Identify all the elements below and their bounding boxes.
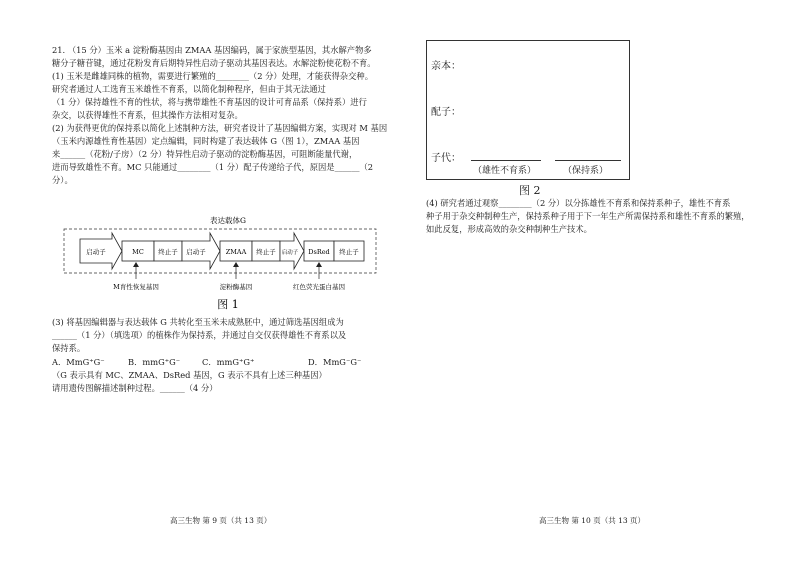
text-line: 进而导致雄性不育。MC 只能通过________（1 分）配子传递给子代，原因是______（2 xyxy=(52,162,374,172)
male-sterile-label: （雄性不育系） xyxy=(473,166,537,176)
text-line: 如此反复，形成高效的杂交种制种生产技术。 xyxy=(426,224,592,234)
option-a: A．MmG⁺G⁻ xyxy=(52,357,105,367)
offspring-label: 子代： xyxy=(431,153,461,164)
text-line: （1 分）保持雄性不育的性状，将与携带雄性不育基因的设计可育品系（保持系）进行 xyxy=(52,97,367,107)
genetic-diagram-box xyxy=(426,40,630,180)
page-footer-right: 高三生物 第 10 页（共 13 页） xyxy=(539,516,646,525)
question-21-part1 xyxy=(52,44,387,187)
option-c: C．mmG⁺G⁺ xyxy=(202,357,255,367)
block-label: 终止子 xyxy=(256,248,276,256)
question-21-part4 xyxy=(426,197,750,236)
text-line: （G 表示具有 MC、ZMAA、DsRed 基因，G 表示不具有上述三种基因） xyxy=(52,370,327,380)
gene-label: 淀粉酶基因 xyxy=(219,283,253,291)
text-line: 请用遗传图解描述制种过程。______（4 分） xyxy=(52,383,218,393)
text-line: (1) 玉米是雌雄同株的植物，需要进行繁殖的________（2 分）处理，才能获得杂交种。 xyxy=(52,71,373,81)
question-21-part3 xyxy=(52,316,346,355)
option-d: D．MmG⁻G⁻ xyxy=(308,357,362,367)
page-footer-left: 高三生物 第 9 页（共 13 页） xyxy=(170,516,272,525)
text-line: 21. （15 分）玉米 a 淀粉酶基因由 ZMAA 基因编码，属于家族型基因，其水解产物多 xyxy=(52,45,372,55)
text-line: 糖分子糖苷键，通过花粉发育后期特异性启动子驱动其基因表达。水解淀粉使花粉不育。 xyxy=(52,58,376,68)
label-arrowhead xyxy=(316,262,322,267)
text-line: （玉米内源雄性育性基因）定点编辑，同时构建了表达载体 G（图 1），ZMAA 基因 xyxy=(52,136,360,146)
figure-2-caption: 图 2 xyxy=(519,184,541,197)
parent-label: 亲本： xyxy=(431,61,461,72)
label-arrowhead xyxy=(133,262,139,267)
block-label: 启动子 xyxy=(281,250,299,256)
option-b: B．mmG⁺G⁻ xyxy=(128,357,181,367)
text-line: 分）。 xyxy=(52,175,73,185)
figure-caption: 图 1 xyxy=(217,298,239,311)
text-line: 来______（花粉/子房）（2 分）特异性启动子驱动的淀粉酶基因，可阻断能量代谢， xyxy=(52,149,358,159)
gene-label: M育性恢复基因 xyxy=(113,283,159,291)
maintainer-label: （保持系） xyxy=(563,166,609,176)
text-line: 杂交，以获得雄性不育系，但其操作方法相对复杂。 xyxy=(52,110,243,120)
block-label: DsRed xyxy=(308,248,330,256)
answer-line xyxy=(555,160,621,161)
block-label: 终止子 xyxy=(158,248,178,256)
text-line: (4) 研究者通过观察________（2 分）以分拣雄性不育系和保持系种子，雄性不育系 xyxy=(426,198,731,208)
text-line: 研究者通过人工选育玉米雄性不育系，以简化制种程序，但由于其无法通过 xyxy=(52,84,326,94)
block-label: MC xyxy=(132,248,144,256)
block-label: ZMAA xyxy=(225,248,247,256)
gamete-label: 配子： xyxy=(431,107,461,118)
label-arrowhead xyxy=(233,262,239,267)
block-label: 启动子 xyxy=(186,248,206,256)
diagram-title: 表达载体G xyxy=(210,216,246,225)
question-21-note xyxy=(52,369,327,395)
text-line: ______（1 分）（填选项）的植株作为保持系，并通过自交仅获得雄性不育系以及 xyxy=(52,330,347,340)
text-line: 保持系。 xyxy=(52,343,86,353)
answer-line xyxy=(471,160,541,161)
block-label: 终止子 xyxy=(339,248,359,256)
text-line: (3) 将基因编辑器与表达载体 G 共转化至玉米未成熟胚中，通过筛选基因组成为 xyxy=(52,317,344,327)
text-line: 种子用于杂交种制种生产，保持系种子用于下一年生产所需保持系和雄性不育系的繁殖， xyxy=(426,211,750,221)
gene-label: 红色荧光蛋白基因 xyxy=(293,283,345,291)
block-label: 启动子 xyxy=(86,248,106,256)
text-line: (2) 为获得更优的保持系以简化上述制种方法，研究者设计了基因编辑方案，实现对 M 基因 xyxy=(52,123,388,133)
vector-diagram xyxy=(60,213,380,313)
